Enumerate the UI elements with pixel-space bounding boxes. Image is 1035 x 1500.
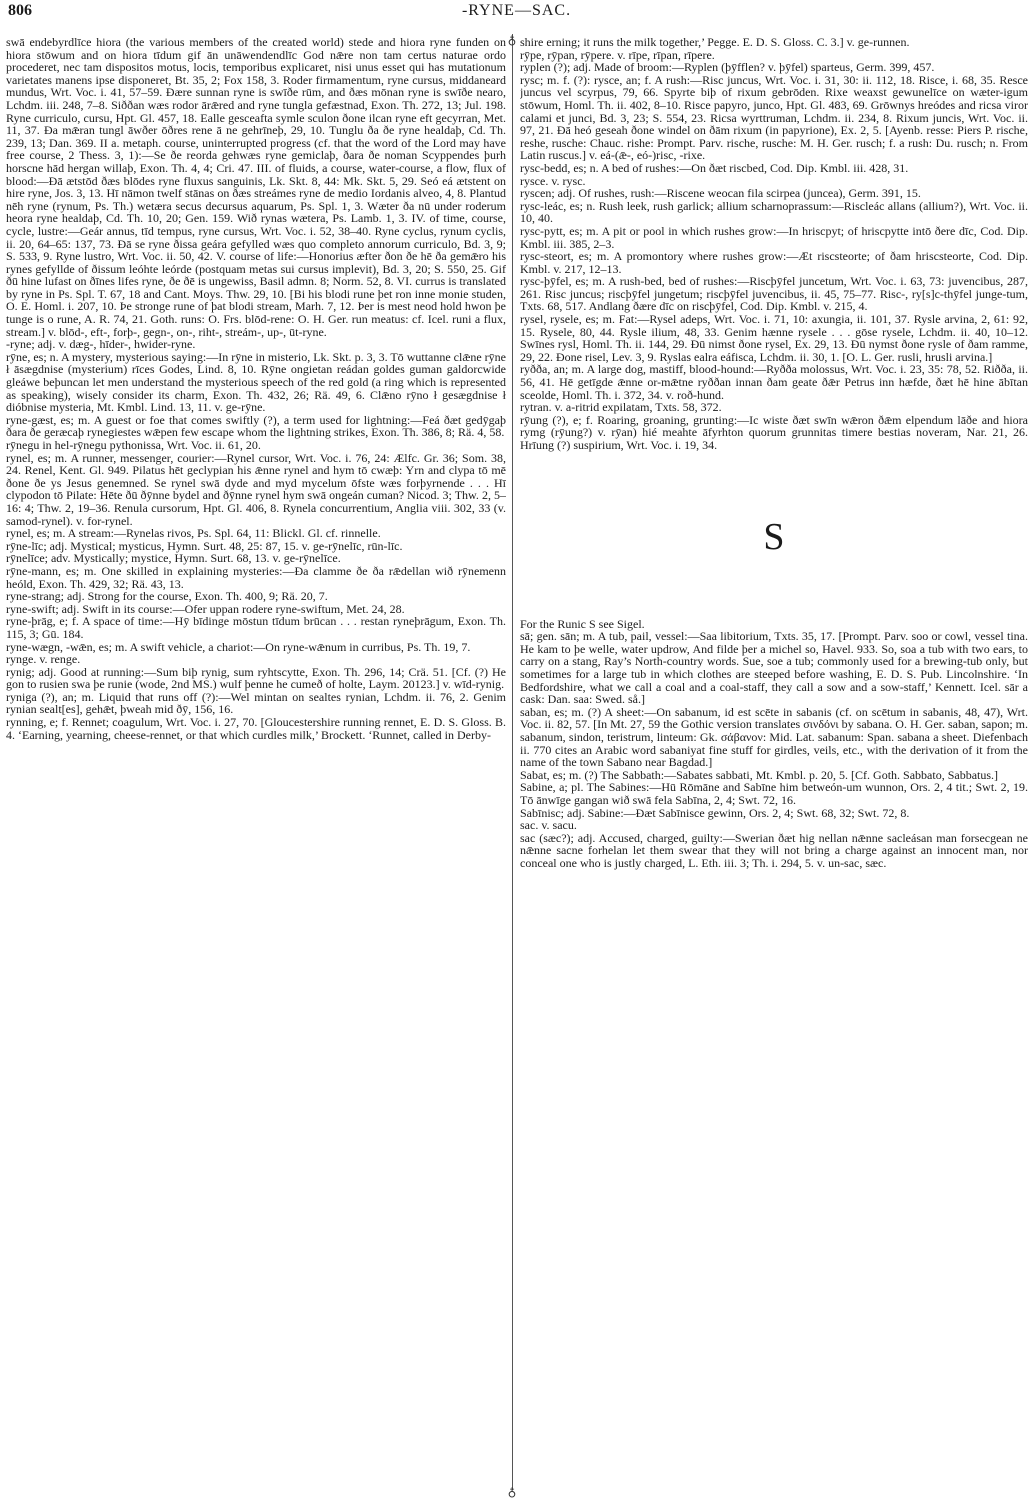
entry-ryne-adj: -ryne; adj. v. dæg-, hīder-, hwider-ryne. [6, 337, 196, 352]
entry-ryne-strang: ryne-strang; adj. Strong for the course, Exon. Th. 400, 9; Rä. 20, 7. [6, 589, 328, 604]
entry-ryne-gaest: ryne-gæst, es; m. A guest or foe that comes swiftly (?), a term used for lightning:—Feá ðæt gedȳgaþ ðara ðe geræcaþ rynegiestes wǣpen few escape whom the lightning strikes, Exon. Th. 386, 8; Rä. 4, 58. [6, 412, 506, 440]
entry-rype: rȳpe, rȳpan, rȳpere. v. rīpe, rīpan, rīpere. [520, 47, 715, 62]
entry-rysc: rysc; m. f. (?): rysce, an; f. A rush:—Risc juncus, Wrt. Voc. i. 31, 30: ii. 112, 18. Risce, i. 68, 35. Resce juncus vel scyrpus, 79, 66. Spyrte biþ of rixum gebrōden. Rixe weaxst gewunelīce on wæter-igum stōwum, Homl. Th. ii. 402, 8–10. Risce papyro, junco, Hpt. Gl. 483, 69. Grōwnys hreódes and ricsa viror calami et junci, Bd. 3, 23; S. 554, 23. Ricsa wyrttruman, Lchdm. ii. 234, 8. Rixum juncis, Wrt. Voc. ii. 97, 21. Ðā heó geseah ðone windel on ðām rixum (in papyrione), Ex. 2, 5. [Ayenb. resse: Piers P. rische, reshe, rusche: Chauc. rishe: Prompt. Parv. rische, rusche: M. H. Ger. rusch; f. a rush: Du. rusch; n. From Latin ruscus.] v. eá-(ǣ-, eó-)risc, -rixe. [520, 72, 1028, 163]
entry-rynelice: rȳnelīce; adv. Mystically; mystice, Hymn. Surt. 68, 13. v. ge-rȳnelīce. [6, 551, 341, 566]
running-head: -RYNE—SAC. [461, 2, 572, 19]
page-header [8, 2, 1025, 24]
entry-ryne-thrag: ryne-þrāg, e; f. A space of time:—Hȳ bīdinge mōstun tīdum brūcan . . . restan ryneþrāgum, Exon. Th. 115, 3; Gū. 184. [6, 614, 506, 641]
entry-ryne-waegn: ryne-wægn, -wǣn, es; m. A swift vehicle, a chariot:—On ryne-wǣnum in curribus, Ps. Th. 19, 7. [6, 639, 471, 654]
entry-rydda: ryðða, an; m. A large dog, mastiff, blood-hound:—Ryðða molossus, Wrt. Voc. i. 23, 35: 78, 52. Riðða, ii. 56, 41. Hē getīgde ǣnne or-mǣtne ryððan innan ðam geate ðǣr Petrus inn hæfde, ðæt hē hine ābītan sceolde, Homl. Th. i. 372, 34. v. roð-hund. [520, 362, 1028, 402]
entry-runic-s: For the Runic S see Sigel. [520, 616, 645, 631]
left-column [6, 36, 506, 1490]
entry-ryung: rȳung (?), e; f. Roaring, groaning, grunting:—Ic wiste ðæt swīn wǣron ðǣm elpendum lāðe and hiora rymg (rȳung?) v. rȳan) hié meahte āfyrhton quorum grunnitas timere bestias noveram, Nar. 21, 26. Hrīung (?) suspirium, Wrt. Voc. i. 19, 34. [520, 412, 1028, 452]
entry-rynel-stream: rynel, es; m. A stream:—Rynelas rivos, Ps. Spl. 64, 11: Blickl. Gl. cf. rinnelle. [6, 526, 381, 541]
entry-sabat: Sabat, es; m. (?) The Sabbath:—Sabates sabbati, Mt. Kmbl. p. 20, 5. [Cf. Goth. Sabbato, Sabbatus.] [520, 767, 999, 782]
entry-ryne-mystery: rȳne, es; n. A mystery, mysterious saying:—In rȳne in misterio, Lk. Skt. p. 3, 3. Tō wuttanne clǣne rȳne ł āsægdnise (mysterium) rīces Godes, Lind. 8, 10. Rȳne ongietan reádan goldes guman galdorcwide gleáwe beþuncan let men understand the mysterious speech of the red gold (a ring which is represented as speaking), wisely consider its charm, Exon. Th. 432, 26; Rä. 49, 6. Clǣno rȳno ł gesægdnise ł dióbnise mysteria, Mt. Kmbl. Lind. 13, 11. v. ge-rȳne. [6, 349, 506, 415]
divider-ornament-top: ♁ [507, 33, 517, 47]
entry-ryne-mann: rȳne-mann, es; m. One skilled in explaining mysteries:—Ða clamme ðe ða rǣdellan wið rȳnemenn heóld, Exon. Th. 429, 32; Rä. 43, 13. [6, 563, 506, 591]
entry-rynig: rynig; adj. Good at running:—Sum biþ rynig, sum ryhtscytte, Exon. Th. 296, 14; Crä. 51. [Cf. (?) He gon to rusien swa þe runie (wode, 2nd MS.) wulf þenne he cumeð of holte, Laym. 20123.] v. wīd-rynig. [6, 664, 506, 692]
right-column [520, 36, 1028, 1490]
entry-sabinisc: Sabīnisc; adj. Sabine:—Ðæt Sabīnisce gewinn, Ors. 2, 4; Swt. 68, 32; Swt. 72, 8. [520, 805, 910, 820]
entry-ryne-lic: rȳne-līc; adj. Mystical; mysticus, Hymn. Surt. 48, 25: 87, 15. v. ge-rȳnelīc, rūn-līc. [6, 538, 403, 553]
entry-ryscen: ryscen; adj. Of rushes, rush:—Riscene weocan fila scirpea (juncea), Germ. 391, 15. [520, 186, 921, 201]
entry-rysc-bedd: rysc-bedd, es; n. A bed of rushes:—On ðæt riscbed, Cod. Dip. Kmbl. iii. 428, 31. [520, 160, 909, 175]
entry-rynel-runner: rynel, es; m. A runner, messenger, courier:—Rynel cursor, Wrt. Voc. i. 76, 24: Ælfc. Gr. 36; Som. 38, 24. Renel, Kent. Gl. 949. Pilatus hēt geclypian his ǣnne rynel and hym tō cwæþ: Yrn and clypa tō mē ðone ðe ys Jesus genemned. Se rynel swā dyde and myd mycelum ōfste wæs forþyrnende . . . Hī clypodon tō Pilate: Hēte ðū ðȳnne bydel and ðȳnne rynel hym swā ongeán cuman? Nicod. 3; Thw. 2, 5–16: 4; Thw. 2, 19–36. Renula cursorum, Hpt. Gl. 406, 8. Rynela concurrentium, Anglia viii. 302, 33 (v. samod-rynel). v. for-rynel. [6, 450, 506, 528]
entry-ryne-swift: ryne-swift; adj. Swift in its course:—Ofer uppan rodere ryne-swiftum, Met. 24, 28. [6, 601, 405, 616]
entry-rynning: rynning, e; f. Rennet; coagulum, Wrt. Voc. i. 27, 70. [Gloucestershire running rennet, E. D. S. Gloss. B. 4. ‘Earning, yearning, cheese-rennet, or that which curdles milk,’ Brockett. ‘Runnet, called in Derby- [6, 715, 506, 742]
entry-sac-ref: sac. v. sacu. [520, 818, 577, 833]
divider-ornament-bottom: ♁ [507, 1485, 517, 1499]
entry-saban: saban, es; m. (?) A sheet:—On sabanum, id est scēte in sabanis (cf. on scētum in sabanis, 48, 47), Wrt. Voc. ii. 82, 57. [In Mt. 27, 59 the Gothic version translates σινδόνι by sabana. O. H. Ger. saban, sapon; m. sabanum, sindon, teristrum, linteum: Gk. σάβανον: Mid. Lat. sabanum: Span. sabana a sheet. Diefenbach ii. 770 cites an Arabic word sabaniyat fine stuff for girdles, veils, etc., with the derivation of it from the name of the town Sabano near Bagdad.] [520, 704, 1028, 770]
entry-sac-adj: sac (sæc?); adj. Accused, charged, guilty:—Swerian ðæt hig nellan nǣnne sacleásan man forsecgean ne nǣnne sacne forhelan let them swear that they will not bring a charge against an innocent man, nor conceal one who is justly charged, L. Eth. iii. 3; Th. i. 294, 5. v. un-sac, sæc. [520, 830, 1028, 870]
entry-rysel: rysel, rysele, es; m. Fat:—Rysel adeps, Wrt. Voc. i. 71, 10: axungia, ii. 101, 37. Rysle arvina, 2, 61: 92, 15. Rysele, 80, 44. Rysle ilium, 48, 33. Genim hænne rysele . . . gōse rysele, Lchdm. ii. 40, 10–12. Swīnes rysl, Homl. Th. ii. 144, 29. Ðū nimst ðone rysel, Ex. 29, 13. Ðū nymst ðone rysle of ðam ramme, 29, 22. Ðone risel, Lev. 3, 9. Ryslas ealra eáfisca, Lchdm. ii. 30, 1. [O. L. Ger. rusli, hrusli arvina.] [520, 312, 1028, 364]
entry-rysc-pytt: rysc-pytt, es; m. A pit or pool in which rushes grow:—In hriscpyt; of hriscpytte intō ðere dīc, Cod. Dip. Kmbl. iii. 385, 2–3. [520, 223, 1028, 251]
entry-rynning-continued: shire erning; it runs the milk together,’ Pegge. E. D. S. Gloss. C. 3.] v. ge-runnen. [520, 36, 910, 49]
entry-rysc-thyfel: rysc-þȳfel, es; m. A rush-bed, bed of rushes:—Riscþȳfel juncetum, Wrt. Voc. i. 63, 73: juvencibus, 287, 261. Risc juncus; riscþȳfel jungetum; riscþȳfel juvencibus, ii. 45, 75–77. Risc-, ry[s]c-thȳfel junge-tum, Txts. 68, 517. Andlang ðære dīc on riscþȳfel, Cod. Dip. Kmbl. v. 215, 4. [520, 274, 1028, 314]
entry-rytran: rytran. v. a-ritrid expilatam, Txts. 58, 372. [520, 400, 722, 415]
entry-ryne-continued: swā endebyrdlīce hiora (the various members of the created world) stede and hiora ryne funden on hiora stōwum and on hiora tīdum gif ān unāwendendlīc God nǣre non tam certus naturae ordo procederet, nec tam dispositos motus, locis, temporibus explicaret, nisi unus esset qui has mutationum varietates manens ipse disponeret, Bt. 35, 2; Fox 158, 3. Roder firmamentum, ryne cursus, middaneard mundus, Wrt. Voc. i. 41, 57–59. Ðære sunnan ryne is swīðe rūm, and ðæs mōnan ryne is swīðe nearo, Lchdm. iii. 248, 7–8. Siððan wæs rodor ārǣred and ryne tungla gefæstnad, Exon. Th. 272, 13; Jul. 198. Ryne curriculo, cursu, Hpt. Gl. 457, 18. Ealle gesceafta symle sculon ðone ilcan ryne eft gecyrran, Met. 11, 37. Ða mǣran tungl āwðer ōðres rene ā ne gehrīneþ, 29, 10. Tunglu ða ðe ryne healdaþ, Cd. Th. 239, 13; Dan. 369. II a. metaph. course, uninterrupted progress (cf. that the word of the Lord may have free course, 2 Thess. 3, 1):—Se ðe reorda gehwæs ryne gemiclaþ, ðara ðe noman Scyppendes þurh horscne hād hergan willaþ, Exon. Th. 4, 4; Cri. 47. III. of fluids, a course, water-course, a flow, flux of blood:—Ðā ætstōd ðæs blōdes ryne fluxus sanguinis, Lk. Skt. 8, 44: Mk. Skt. 5, 29. Seó eá ætstent on hire ryne, Jos. 3, 13. Hī nāmon twelf stānas on ðæs streámes ryne de medio Iordanis alveo, 4, 8. Plantud nēh ryne (rynum, Ps. Th.) wetæra secus decursus aquarum, Ps. Spl. 1, 3. Wæter ða nū under roderum heora ryne healdaþ, Cd. Th. 10, 20; Gen. 159. Wið rynas wætera, Ps. Lamb. 1, 3. IV. of time, course, cycle, lustre:—Geár annus, tīd tempus, ryne cursus, Wrt. Voc. i. 52, 38–40. Ryne cyclus, rynum cyclis, ii. 20, 64–65: 137, 73. Ðā se ryne ðissa geára gefylled wæs quo completo annorum curriculo, Bd. 3, 9; S. 533, 9. Ryne lustro, Wrt. Voc. ii. 50, 42. V. course of life:—Honorius æfter ðon ðe hē ða gemǣro his rynes gefyllde of ðissum leóhte leórde (postquam metas sui cursus implevit), Bd. 3, 20; S. 550, 25. Gif ðū hine lufast on ðīnes lifes ryne, ðe ðē is ungewiss, Basil admn. 8; Norm. 52, 8. VI. currus is translated by ryne in Ps. Spl. T. 67, 18 and Cant. Moys. Thw. 29, 10. [Bi his blodi rune þet ron inne monie studen, O. E. Homl. i. 207, 10. Þe stronge rune of þat blodi stream, Marh. 7, 12. Þer is mest neod hold hwon þe tunge is o rune, A. R. 74, 21. Goth. runs: O. Frs. blōd-rene: O. H. Ger. run meatus: cf. Icel. runi a flux, stream.] v. blōd-, eft-, forþ-, gegn-, on-, riht-, streám-, up-, ūt-ryne. [6, 36, 506, 339]
column-divider [512, 34, 513, 1490]
entry-sabine: Sabine, a; pl. The Sabines:—Hū Rōmāne and Sabīne him betweón-um wunnon, Ors. 2, 4 tit.; Swt. 2, 19. Tō ānwīge gangan wið swā fela Sabīna, 2, 4; Swt. 72, 16. [520, 780, 1028, 807]
entry-rysc-steort: rysc-steort, es; m. A promontory where rushes grow:—Æt riscsteorte; of ðam hriscsteorte, Cod. Dip. Kmbl. v. 217, 12–13. [520, 249, 1028, 276]
entry-rysce: rysce. v. rysc. [520, 173, 586, 188]
page-number: 806 [8, 2, 32, 19]
entry-rynegu: rȳnegu in hel-rȳnegu pythonissa, Wrt. Voc. ii. 61, 20. [6, 438, 261, 452]
entry-rynge: rynge. v. renge. [6, 652, 81, 667]
entry-ryniga: ryniga (?), an; m. Liquid that runs off (?):—Wel mintan on sealtes rynian, Lchdm. ii. 76, 2. Genim rynian sealt[es], gehǣt, þweah mid ðȳ, 156, 16. [6, 689, 506, 717]
entry-ryplen: ryplen (?); adj. Made of broom:—Ryplen (þȳfflen? v. þȳfel) sparteus, Germ. 399, 457. [520, 60, 935, 75]
section-letter: S [763, 515, 785, 558]
entry-sa: sā; gen. sān; m. A tub, pail, vessel:—Saa libitorium, Txts. 35, 17. [Prompt. Parv. soo or cowl, vessel tina. He kam to þe welle, water updrow, And filde þer a michel so, Havel. 933. So, soa a tub with two ears, to carry on a stang, Ray’s North-country words. Sue, soe a tub; commonly used for a brewing-tub only, but sometimes for a large tub in which clothes are steeped before washing, E. D. S. Pub. Lincolnshire. ‘In Bedfordshire, what we call a coal and a coal-staff, they call a sow and a sow-staff,’ Kennett. Icel. sār a cask: Dan. saa: Swed. så.] [520, 629, 1028, 707]
entry-rysc-leac: rysc-leác, es; n. Rush leek, rush garlick; allium scharnoprassum:—Riscleác allans (allium?), Wrt. Voc. ii. 10, 40. [520, 198, 1028, 226]
